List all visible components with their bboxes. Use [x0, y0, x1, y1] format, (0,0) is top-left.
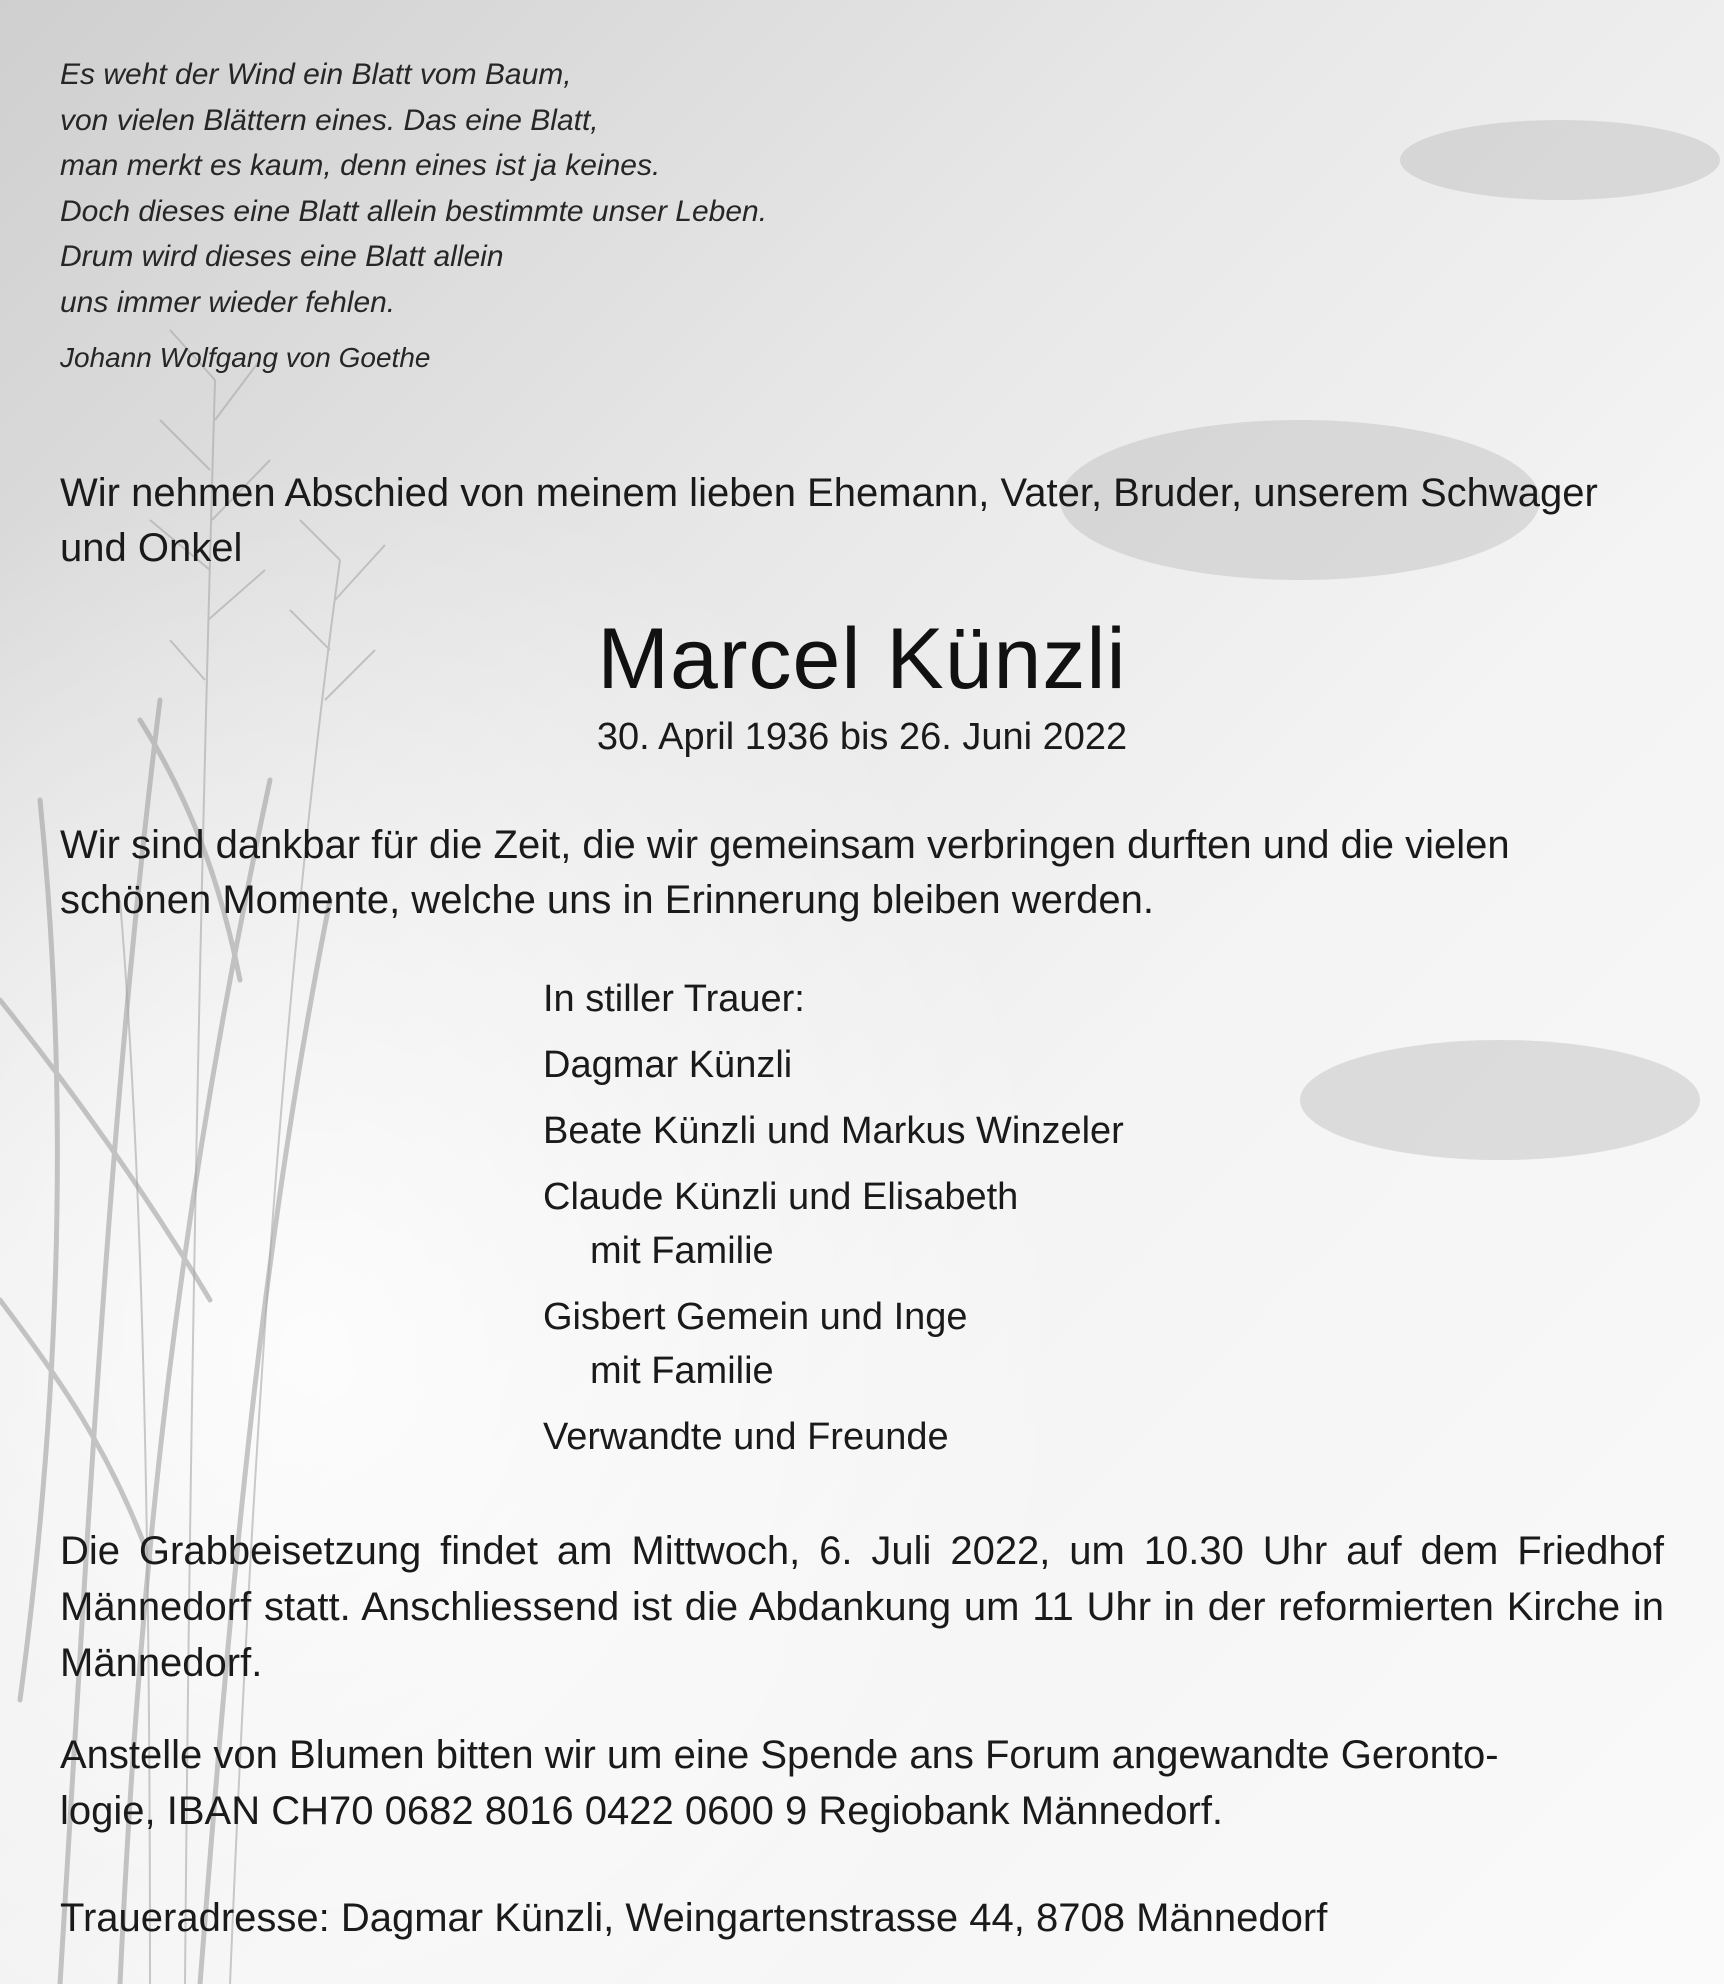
donation-info: [60, 1727, 1670, 1839]
poem-line: Doch dieses eine Blatt allein bestimmte unser Leben.: [60, 194, 768, 228]
mourners-list: [543, 972, 1443, 1464]
donation-line: logie, IBAN CH70 0682 8016 0422 0600 9 Regiobank Männedorf.: [60, 1789, 1224, 1833]
poem-author: Johann Wolfgang von Goethe: [60, 342, 431, 373]
life-dates: 30. April 1936 bis 26. Juni 2022: [596, 716, 1128, 758]
poem-line: Es weht der Wind ein Blatt vom Baum,: [60, 58, 572, 91]
burial-info: Die Grabbeisetzung findet am Mittwoch, 6. Juli 2022, um 10.30 Uhr auf dem Friedhof Männedorf statt. Anschliessend ist die Abdankung um 11 Uhr in der reformierten Kirche in Männedorf.: [60, 1529, 1664, 1685]
mourning-address: Traueradresse: Dagmar Künzli, Weingartenstrasse 44, 8708 Männedorf: [60, 1896, 1328, 1940]
mourner-entry: Verwandte und Freunde: [543, 1416, 949, 1458]
intro-text: Wir nehmen Abschied von meinem lieben Ehemann, Vater, Bruder, unserem Schwager und Onkel: [60, 471, 1598, 570]
mourner-entry-family: mit Familie: [590, 1350, 774, 1392]
poem-line: uns immer wieder fehlen.: [60, 285, 396, 319]
goethe-poem: [60, 52, 1060, 325]
mourner-entry: Claude Künzli und Elisabeth: [543, 1176, 1019, 1218]
thanks-text: Wir sind dankbar für die Zeit, die wir gemeinsam verbringen durften und die vielen schönen Momente, welche uns in Erinnerung bleiben werden.: [60, 823, 1510, 922]
mourner-entry-family: mit Familie: [590, 1230, 774, 1272]
poem-line: man merkt es kaum, denn eines ist ja keines.: [60, 149, 661, 182]
donation-line: Anstelle von Blumen bitten wir um eine Spende ans Forum angewandte Geronto-: [60, 1733, 1499, 1777]
deceased-name: Marcel Künzli: [597, 611, 1127, 707]
mourner-entry: Dagmar Künzli: [543, 1044, 793, 1086]
mourner-entry: Beate Künzli und Markus Winzeler: [543, 1110, 1124, 1152]
mourners-heading: In stiller Trauer:: [543, 978, 805, 1020]
mourner-entry: Gisbert Gemein und Inge: [543, 1296, 968, 1338]
poem-line: von vielen Blättern eines. Das eine Blatt,: [60, 103, 599, 137]
poem-line: Drum wird dieses eine Blatt allein: [60, 240, 504, 273]
